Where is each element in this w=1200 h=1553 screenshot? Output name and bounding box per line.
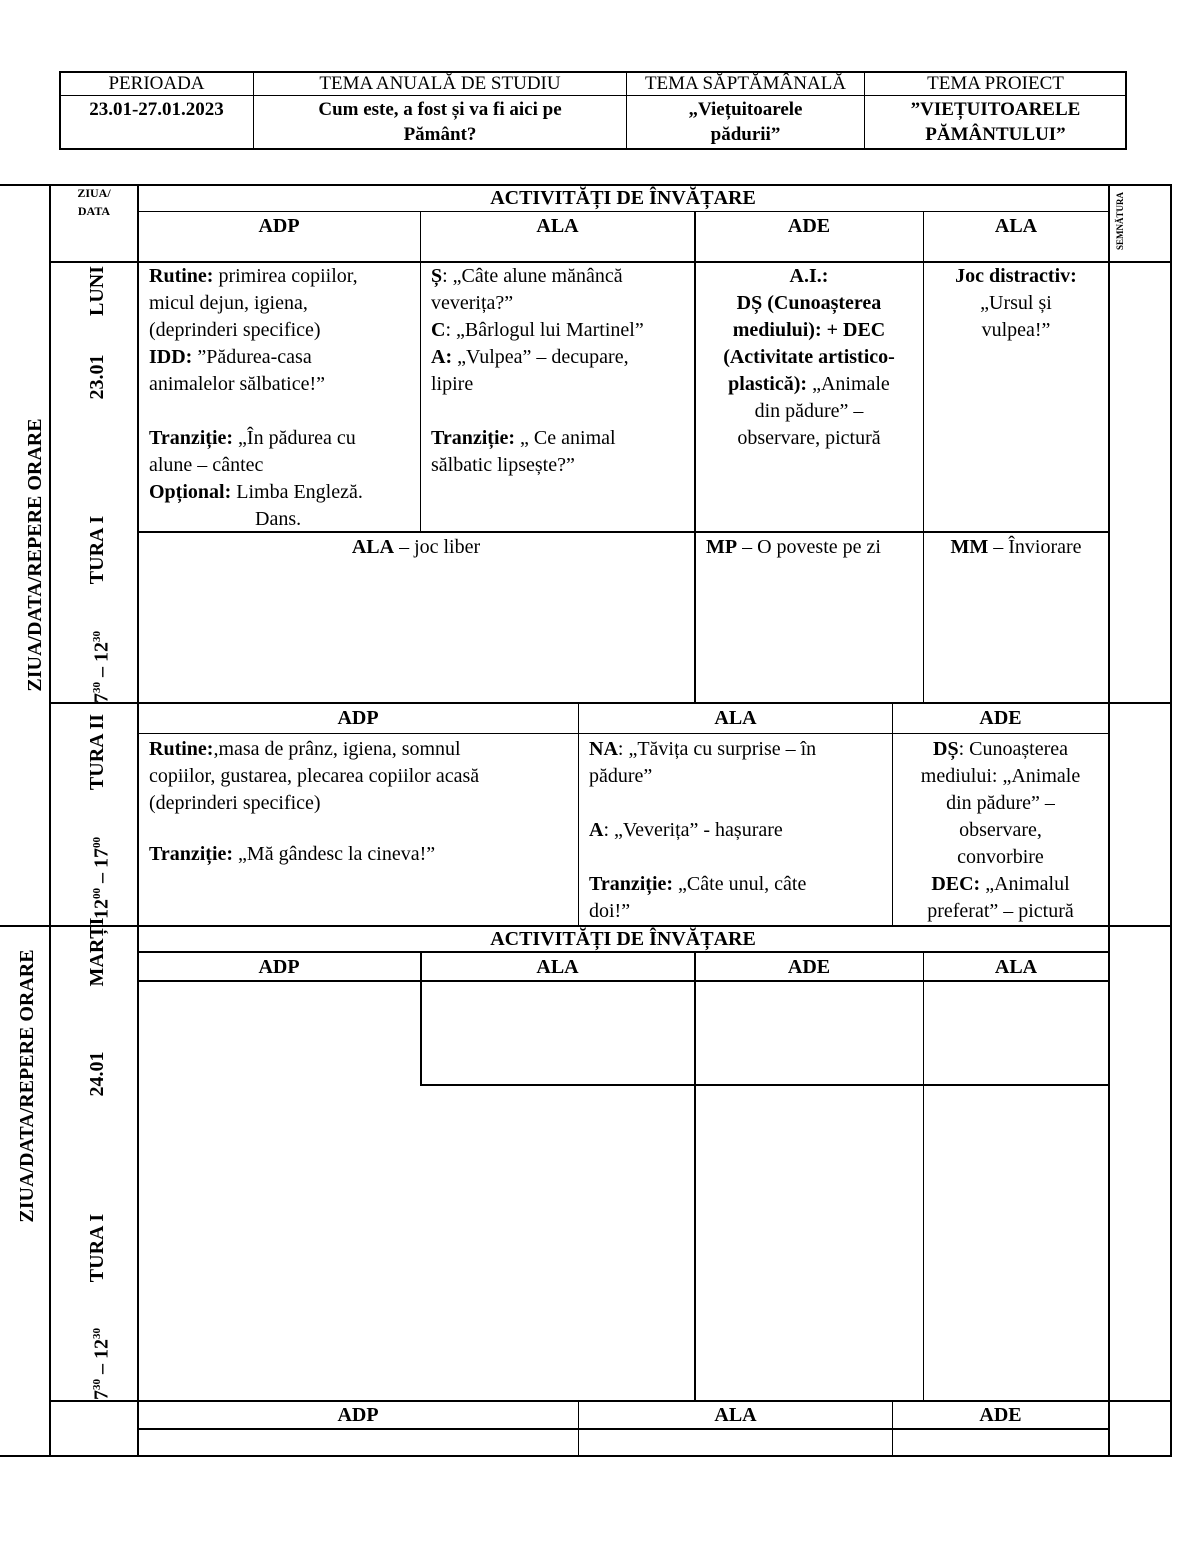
ade-line5: plastică): „Animale	[728, 373, 890, 395]
col-ala2-header: ALA	[994, 215, 1038, 237]
ala-tranzitie-line2: sălbatic lipsește?”	[431, 454, 575, 476]
ade-line2: DȘ (Cunoașterea	[736, 292, 882, 314]
ala2-text2: vulpea!”	[981, 319, 1051, 341]
day2-time1: $7^{30} - 12^{30}$	[90, 1328, 113, 1400]
grid-line	[0, 1455, 1172, 1457]
adp-tranzitie-line2: alune – cântec	[149, 454, 264, 476]
tura2-ade-dec: DEC: „Animalul	[931, 873, 1070, 895]
grid-line	[1170, 184, 1172, 1456]
adp-rutine-line3: (deprinderi specifice)	[149, 319, 321, 341]
day1-time2: $12^{00} - 17^{00}$	[90, 837, 113, 919]
day2-tura1: TURA I	[86, 1213, 108, 1283]
ala-s-line2: veverița?”	[431, 292, 514, 314]
ade-line6: din pădure” –	[754, 400, 864, 422]
ade-line4: (Activitate artistico-	[723, 346, 895, 368]
tura2-adp-rutine-line2: copiilor, gustarea, plecarea copiilor acasă	[149, 765, 480, 787]
grid-line	[49, 184, 51, 1456]
ala-a: A: „Vulpea” – decupare,	[431, 346, 629, 368]
day2-col-ala: ALA	[536, 956, 579, 978]
grid-line	[420, 1084, 1108, 1086]
tura2-ala-na: NA: „Tăvița cu surprise – în	[589, 738, 817, 760]
adp-tranzitie: Tranziție: „În pădurea cu	[149, 427, 356, 449]
tura2-ade-ds-line2: mediului: „Animale	[920, 765, 1081, 787]
project-theme-col-label: TEMA PROIECT	[927, 73, 1064, 94]
ala-tranzitie: Tranziție: „ Ce animal	[431, 427, 616, 449]
weekly-theme-line2: pădurii”	[710, 124, 781, 145]
activities-title: ACTIVITĂȚI DE ÎNVĂȚARE	[490, 187, 756, 209]
day2-bottom-adp: ADP	[337, 1404, 379, 1426]
annual-theme-line1: Cum este, a fost și va fi aici pe	[318, 99, 562, 120]
tura2-adp-rutine-line3: (deprinderi specifice)	[149, 792, 321, 814]
tura2-ala-a: A: „Veverița” - hașurare	[589, 819, 783, 841]
adp-rutine-line2: micul dejun, igiena,	[149, 292, 308, 314]
grid-line	[138, 733, 1108, 734]
ade-line1: A.I.:	[789, 265, 829, 287]
tura2-adp-tranzitie: Tranziție: „Mă gândesc la cineva!”	[149, 843, 436, 865]
tura2-ala-header: ALA	[714, 707, 757, 729]
grid-line	[923, 951, 924, 1400]
weekly-theme-line1: „Viețuitoarele	[688, 99, 803, 120]
day2-bottom-ade: ADE	[979, 1404, 1022, 1426]
tura2-ade-dec-line2: preferat” – pictură	[927, 900, 1074, 922]
data-label: DATA	[77, 204, 111, 218]
col-ade-header: ADE	[787, 215, 831, 237]
tura2-ade-ds-line5: convorbire	[957, 846, 1044, 868]
adp-optional-line2: Dans.	[255, 508, 302, 530]
annual-theme-col-label: TEMA ANUALĂ DE STUDIU	[319, 73, 561, 94]
annual-theme-line2: Pământ?	[403, 124, 477, 145]
ala-a-line2: lipire	[431, 373, 474, 395]
ala2-label: Joc distractiv:	[955, 265, 1077, 287]
day2-col-ala2: ALA	[994, 956, 1038, 978]
day1-date: 23.01	[86, 354, 108, 400]
grid-line	[694, 951, 696, 1400]
day2-bottom-ala: ALA	[714, 1404, 757, 1426]
ade-line3: mediului): + DEC	[732, 319, 886, 341]
adp-rutine: Rutine: primirea copiilor,	[149, 265, 358, 287]
day2-activities-title: ACTIVITĂȚI DE ÎNVĂȚARE	[490, 928, 756, 950]
day2-col-ade: ADE	[787, 956, 831, 978]
tura2-ade-header: ADE	[979, 707, 1022, 729]
day2-day: MARȚI	[86, 917, 108, 987]
day1-tura2: TURA II	[86, 713, 108, 791]
mp-poveste: MP – O poveste pe zi	[706, 536, 881, 558]
adp-idd: IDD: ”Pădurea-casa	[149, 346, 312, 368]
ade-line7: observare, pictură	[737, 427, 881, 449]
mm-inviorare: MM – Înviorare	[950, 536, 1082, 558]
grid-line	[137, 184, 139, 1456]
tura2-adp-rutine: Rutine:,masa de prânz, igiena, somnul	[149, 738, 461, 760]
col-ala-header: ALA	[536, 215, 579, 237]
tura2-ade-ds-line3: din pădure” –	[946, 792, 1055, 814]
project-theme-line1: ”VIEȚUITOARELE	[910, 99, 1081, 120]
grid-line	[578, 702, 579, 925]
grid-line	[50, 702, 1171, 704]
tura2-ade-ds: DȘ: Cunoașterea	[933, 738, 1068, 760]
side-label-day1: ZIUA/DATA/REPERE ORARE	[24, 418, 46, 692]
ziua-label: ZIUA/	[77, 186, 111, 200]
project-theme-line2: PĂMÂNTULUI”	[925, 124, 1066, 145]
day1-tura1: TURA I	[86, 515, 108, 585]
period-col-label: PERIOADA	[108, 73, 205, 94]
adp-idd-line2: animalelor sălbatice!”	[149, 373, 326, 395]
grid-line	[1108, 184, 1110, 1456]
period-value: 23.01-27.01.2023	[89, 99, 224, 120]
weekly-theme-col-label: TEMA SĂPTĂMÂNALĂ	[644, 73, 847, 94]
adp-optional: Opțional: Limba Engleză.	[149, 481, 363, 503]
ala2-text1: „Ursul și	[980, 292, 1052, 314]
col-adp-header: ADP	[258, 215, 300, 237]
tura2-ala-na-line2: pădure”	[589, 765, 653, 787]
tura2-ala-tranzitie: Tranziție: „Câte unul, câte	[589, 873, 807, 895]
side-label-day2: ZIUA/DATA/REPERE ORARE	[16, 949, 38, 1223]
grid-line	[420, 211, 421, 531]
day2-date: 24.01	[86, 1051, 108, 1097]
ala-s: Ș: „Câte alune mănâncă	[431, 265, 623, 287]
day2-col-adp: ADP	[258, 956, 300, 978]
ala-c: C: „Bârlogul lui Martinel”	[431, 319, 644, 341]
tura2-ade-ds-line4: observare,	[959, 819, 1042, 841]
day1-time1: $7^{30} - 12^{30}$	[90, 631, 113, 703]
ala-joc-liber: ALA – joc liber	[351, 536, 481, 558]
tura2-adp-header: ADP	[337, 707, 379, 729]
day1-day: LUNI	[86, 266, 108, 317]
semnatura-label: SEMNĂTURA	[1115, 192, 1125, 251]
tura2-ala-tranzitie-line2: doi!”	[589, 900, 631, 922]
